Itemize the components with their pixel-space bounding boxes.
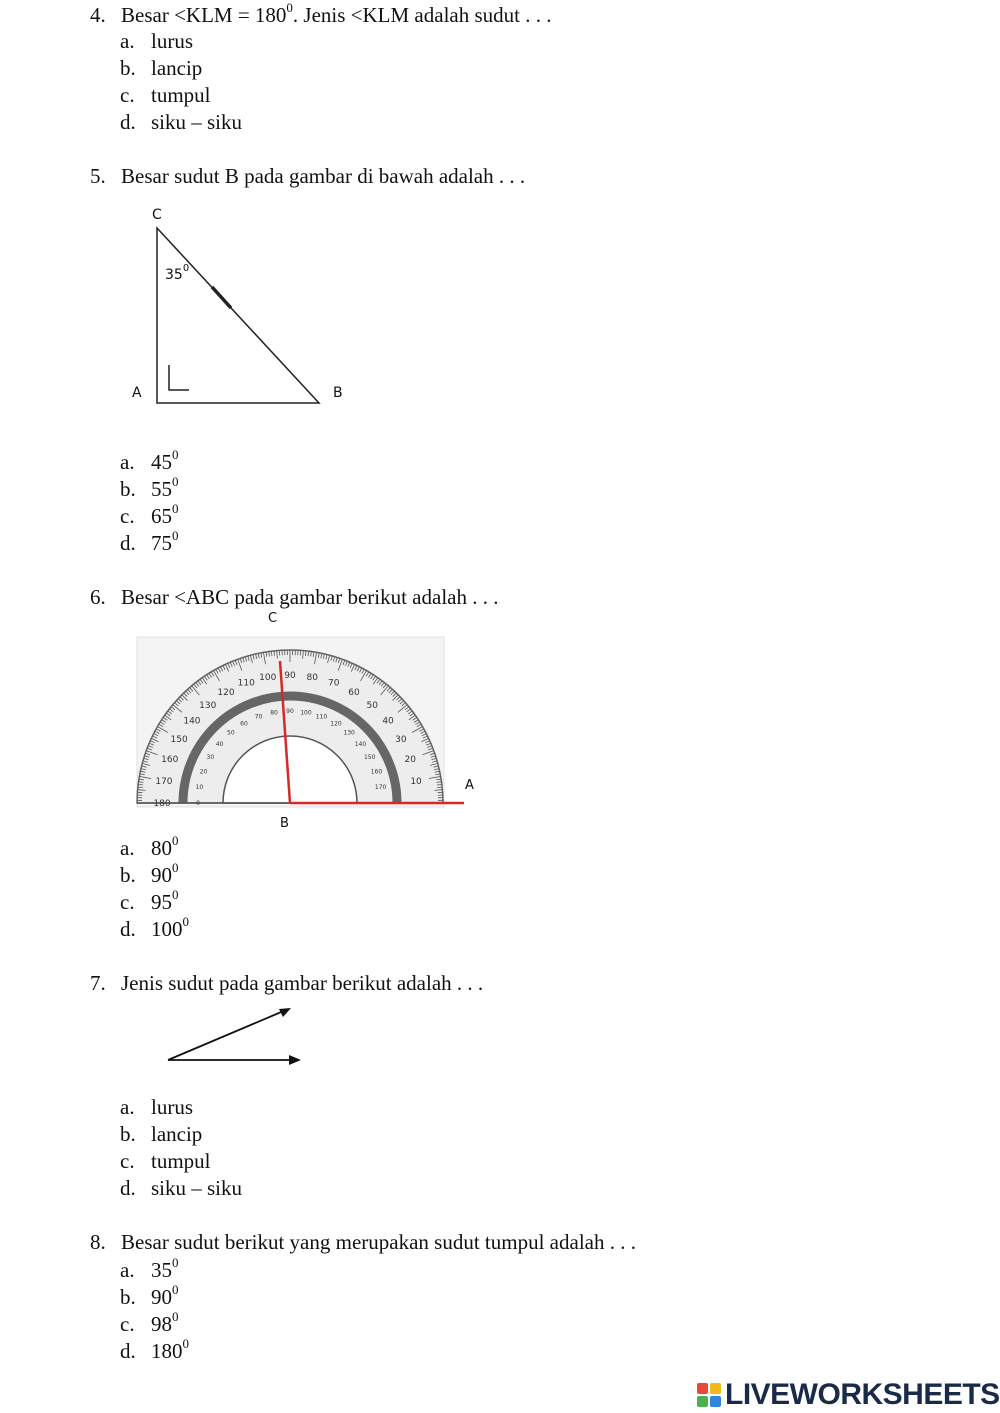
scale-label: 160 (370, 768, 383, 776)
question-text-cont: . Jenis <KLM adalah sudut . . . (292, 3, 552, 27)
scale-label: 130 (199, 700, 217, 711)
degree-sup: 0 (182, 263, 190, 275)
option-letter: b. (120, 1122, 136, 1146)
vertex-c-label: C (152, 207, 162, 223)
option-text: lancip (151, 56, 203, 80)
protractor-tick (437, 787, 442, 788)
liveworksheets-logo[interactable] (697, 1378, 1000, 1412)
option-letter: c. (120, 890, 135, 914)
vertex-c-label: C (268, 611, 278, 626)
degree-sup: 0 (182, 914, 189, 929)
question-number: 7. (90, 971, 106, 995)
scale-label: 120 (217, 688, 235, 699)
protractor-svg (120, 625, 490, 835)
scale-label: 60 (240, 720, 248, 728)
option-5c[interactable] (120, 503, 179, 529)
option-5b[interactable] (120, 476, 179, 502)
option-8d[interactable] (120, 1338, 189, 1364)
degree-sup: 0 (172, 528, 179, 543)
vertex-a-label: A (465, 778, 474, 793)
protractor-figure (120, 605, 490, 835)
scale-label: 20 (199, 768, 208, 776)
question-text: Besar <ABC pada gambar berikut adalah . . . (121, 585, 499, 609)
question-text: Besar sudut berikut yang merupakan sudut tumpul adalah . . . (121, 1230, 636, 1254)
option-text: lurus (151, 29, 193, 53)
option-letter: c. (120, 504, 135, 528)
option-letter: b. (120, 56, 136, 80)
option-letter: d. (120, 110, 136, 134)
scale-label: 140 (183, 716, 201, 727)
option-text: 98 (151, 1312, 172, 1336)
option-6c[interactable] (120, 889, 179, 915)
protractor-tick (138, 787, 143, 788)
question-number: 4. (90, 3, 106, 27)
scale-label: 20 (404, 755, 417, 766)
option-text: tumpul (151, 1149, 211, 1173)
option-5d[interactable] (120, 530, 179, 556)
scale-label: 120 (330, 720, 342, 728)
option-8b[interactable] (120, 1284, 179, 1310)
scale-label: 160 (161, 755, 179, 766)
option-letter: d. (120, 1339, 136, 1363)
scale-label: 0 (196, 800, 200, 807)
degree-sup: 0 (172, 447, 179, 462)
option-text: siku – siku (151, 1176, 243, 1200)
logo-square-3 (697, 1396, 708, 1407)
option-text: siku – siku (151, 110, 243, 134)
question-5 (90, 163, 525, 189)
option-text: 55 (151, 477, 172, 501)
option-letter: b. (120, 863, 136, 887)
scale-label: 70 (254, 713, 263, 721)
scale-label: 180 (153, 799, 171, 809)
scale-label: 70 (328, 678, 340, 689)
option-letter: d. (120, 1176, 136, 1200)
vertex-a-label: A (132, 385, 142, 401)
option-text: 65 (151, 504, 172, 528)
degree-sup: 0 (182, 1336, 189, 1351)
option-6b[interactable] (120, 862, 179, 888)
scale-label: 100 (259, 672, 277, 683)
degree-sup: 0 (172, 474, 179, 489)
scale-label: 170 (374, 784, 387, 792)
option-text: tumpul (151, 83, 211, 107)
scale-label: 40 (382, 716, 394, 727)
option-text: 35 (151, 1258, 172, 1282)
lower-arrowhead (289, 1055, 301, 1065)
protractor-tick (305, 651, 306, 656)
question-7 (90, 970, 483, 996)
option-letter: d. (120, 531, 136, 555)
question-4 (90, 2, 551, 28)
option-5a[interactable] (120, 449, 179, 475)
degree-sup: 0 (172, 1255, 179, 1270)
option-text: lurus (151, 1095, 193, 1119)
scale-label: 110 (315, 713, 328, 721)
acute-angle-figure (160, 1000, 310, 1072)
scale-label: 60 (348, 688, 360, 699)
question-number: 8. (90, 1230, 106, 1254)
question-8 (90, 1229, 636, 1255)
vertex-b-label: B (333, 385, 343, 401)
option-text: 100 (151, 917, 183, 941)
option-text: 90 (151, 1285, 172, 1309)
option-8a[interactable] (120, 1257, 179, 1283)
question-number: 5. (90, 164, 106, 188)
vertex-b-label: B (280, 816, 289, 831)
question-text: Besar <KLM = 180 (121, 3, 287, 27)
scale-label: 150 (170, 735, 188, 745)
scale-label: 50 (366, 700, 379, 711)
right-angle-mark (169, 365, 189, 390)
logo-text: LIVEWORKSHEETS (725, 1378, 1000, 1411)
side-tick-mark (212, 287, 231, 308)
scale-label: 30 (206, 754, 215, 761)
scale-label: 30 (395, 735, 407, 745)
logo-square-2 (710, 1383, 721, 1394)
degree-sup: 0 (172, 1309, 179, 1324)
option-4d[interactable] (120, 109, 242, 135)
logo-grid-icon (697, 1383, 721, 1407)
option-6d[interactable] (120, 916, 189, 942)
scale-label: 40 (215, 740, 224, 748)
scale-label: 90 (284, 671, 296, 681)
scale-label: 110 (237, 678, 255, 689)
protractor-tick (274, 651, 275, 656)
option-letter: b. (120, 477, 136, 501)
scale-label: 150 (363, 754, 376, 761)
scale-label: 130 (343, 729, 355, 737)
option-4c[interactable] (120, 82, 211, 108)
angle-svg (160, 1000, 310, 1072)
triangle-shape (157, 228, 319, 403)
question-text: Besar sudut B pada gambar di bawah adalah . . . (121, 164, 526, 188)
option-6a[interactable] (120, 835, 179, 861)
option-7b[interactable] (120, 1121, 202, 1147)
option-letter: a. (120, 450, 135, 474)
degree-sup: 0 (172, 1282, 179, 1297)
option-letter: c. (120, 1149, 135, 1173)
scale-label: 50 (227, 729, 235, 737)
triangle-svg (125, 200, 365, 415)
option-letter: a. (120, 29, 135, 53)
option-text: 80 (151, 836, 172, 860)
scale-label: 170 (155, 776, 173, 787)
option-text: 95 (151, 890, 172, 914)
degree-sup: 0 (172, 833, 179, 848)
question-text: Jenis sudut pada gambar berikut adalah . . . (121, 971, 484, 995)
option-text: lancip (151, 1122, 203, 1146)
option-letter: a. (120, 1095, 135, 1119)
option-4b[interactable] (120, 55, 202, 81)
option-letter: c. (120, 1312, 135, 1336)
option-letter: a. (120, 836, 135, 860)
scale-label: 80 (270, 709, 278, 717)
scale-label: 90 (286, 708, 294, 715)
option-7d[interactable] (120, 1175, 242, 1201)
option-text: 180 (151, 1339, 183, 1363)
degree-sup: 0 (172, 860, 179, 875)
option-letter: c. (120, 83, 135, 107)
option-text: 75 (151, 531, 172, 555)
scale-label: 10 (195, 784, 204, 792)
option-letter: d. (120, 917, 136, 941)
scale-label: 10 (410, 776, 422, 787)
scale-label: 80 (306, 672, 318, 683)
angle-value: 35 (165, 267, 183, 283)
upper-arrowhead (279, 1008, 291, 1017)
degree-sup: 0 (172, 887, 179, 902)
scale-label: 140 (354, 740, 367, 748)
option-letter: a. (120, 1258, 135, 1282)
scale-label: 100 (300, 709, 312, 717)
logo-square-4 (710, 1396, 721, 1407)
option-7a[interactable] (120, 1094, 193, 1120)
upper-ray (168, 1010, 286, 1060)
angle-c-label (165, 263, 190, 283)
right-triangle-figure (125, 200, 365, 415)
logo-square-1 (697, 1383, 708, 1394)
option-7c[interactable] (120, 1148, 211, 1174)
option-8c[interactable] (120, 1311, 179, 1337)
option-text: 90 (151, 863, 172, 887)
degree-sup: 0 (286, 0, 293, 15)
degree-sup: 0 (172, 501, 179, 516)
question-number: 6. (90, 585, 106, 609)
option-text: 45 (151, 450, 172, 474)
option-letter: b. (120, 1285, 136, 1309)
option-4a[interactable] (120, 28, 193, 54)
